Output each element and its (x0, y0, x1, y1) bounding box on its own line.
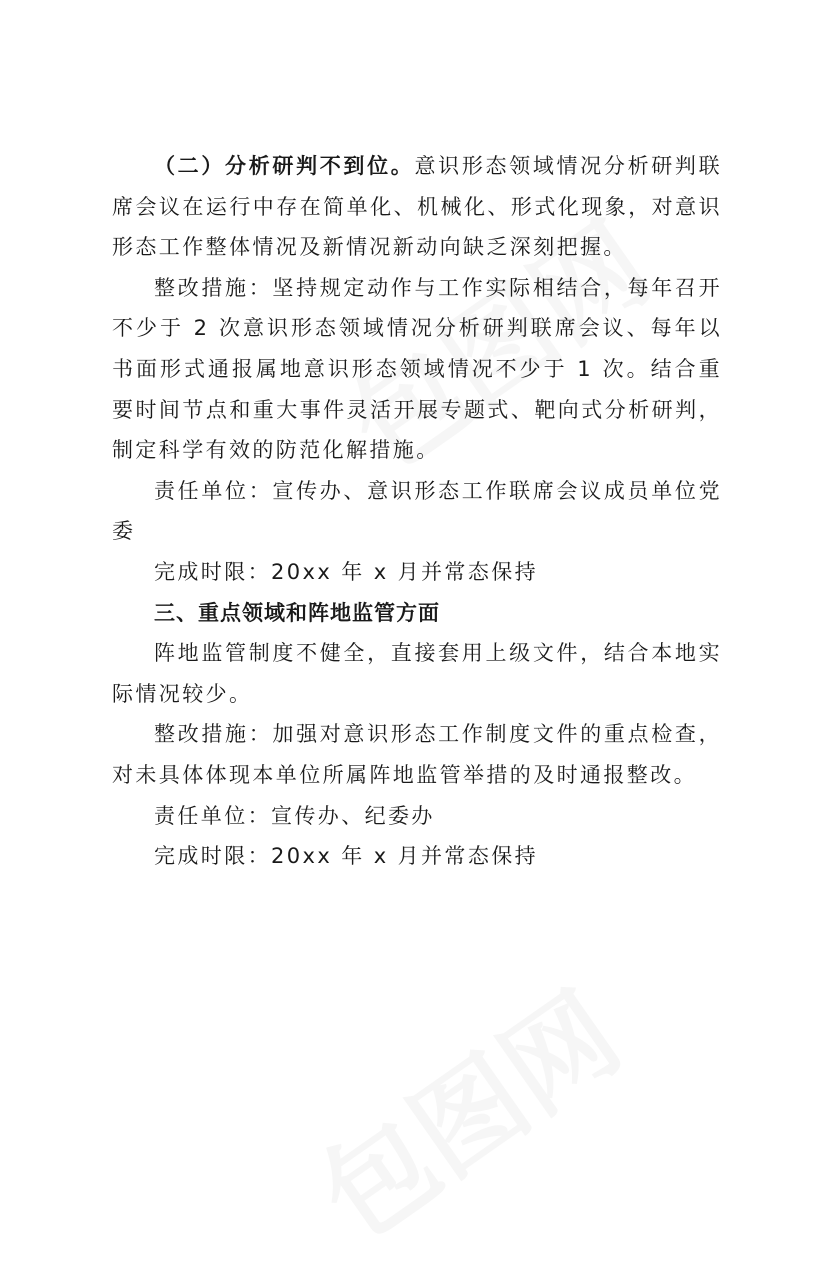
watermark (285, 950, 646, 1268)
section-two-measures: 整改措施：坚持规定动作与工作实际相结合，每年召开不少于 2 次意识形态领域情况分析研判联席会议、每年以书面形式通报属地意识形态领域情况不少于 1 次。结合重要时间节点和重大事件灵活开展专题式、靶向式分析研判，制定科学有效的防范化解措施。 (112, 275, 722, 463)
section-three-measures: 整改措施：加强对意识形态工作制度文件的重点检查，对未具体体现本单位所属阵地监管举措的及时通报整改。 (112, 722, 722, 787)
section-three-title: 三、重点领域和阵地监管方面 (154, 600, 440, 625)
section-two-issue-text: 意识形态领域情况分析研判联席会议在运行中存在简单化、机械化、形式化现象，对意识形态工作整体情况及新情况新动向缺乏深刻把握。 (112, 154, 723, 260)
document-body (112, 146, 722, 877)
section-three-issue: 阵地监管制度不健全，直接套用上级文件，结合本地实际情况较少。 (112, 641, 722, 706)
section-three-deadline: 完成时限：20xx 年 x 月并常态保持 (154, 844, 539, 869)
section-three-responsible-unit: 责任单位：宣传办、纪委办 (154, 803, 435, 828)
section-two-responsible-unit: 责任单位：宣传办、意识形态工作联席会议成员单位党委 (112, 478, 722, 544)
section-two-deadline: 完成时限：20xx 年 x 月并常态保持 (154, 559, 539, 584)
section-two-issue-paragraph (112, 146, 722, 268)
section-two-heading: （二）分析研判不到位。 (154, 154, 415, 178)
